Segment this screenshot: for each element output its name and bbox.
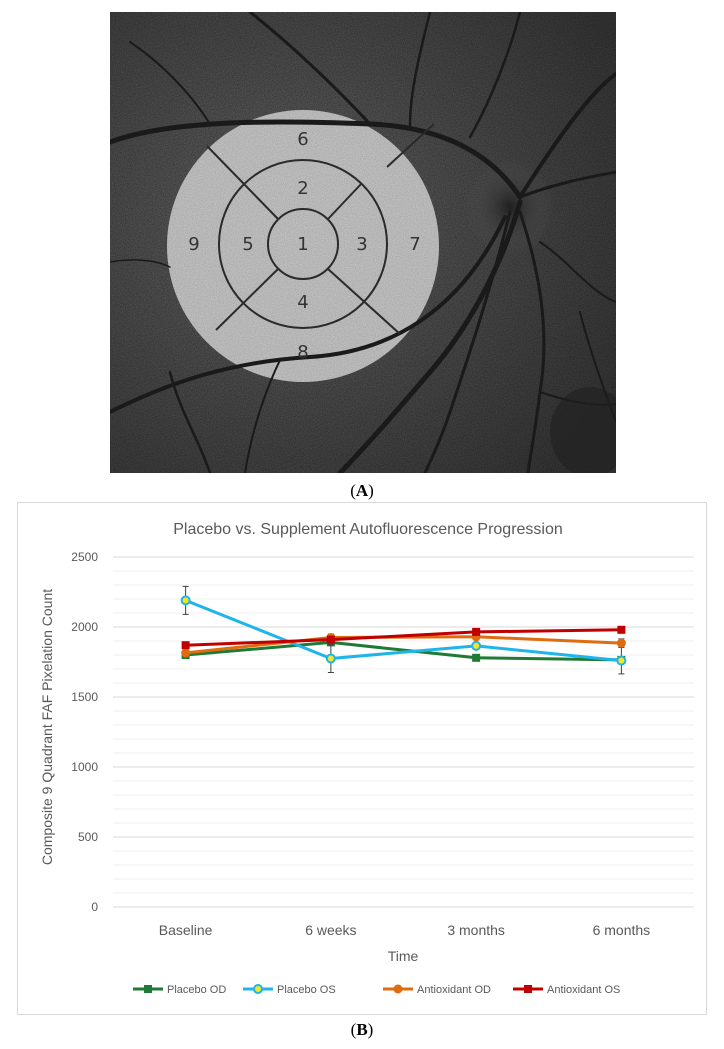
- data-point: [327, 636, 335, 644]
- zone-label-2: 2: [297, 178, 309, 199]
- y-tick-label: 1000: [71, 760, 98, 774]
- x-tick-label: 6 weeks: [305, 922, 357, 938]
- legend-swatch-marker: [394, 985, 403, 994]
- legend-swatch-marker: [524, 985, 532, 993]
- caption-a-letter: A: [355, 481, 369, 500]
- data-point: [472, 642, 480, 650]
- y-tick-label: 0: [91, 900, 98, 914]
- chart-container: [17, 502, 707, 1015]
- data-point: [617, 639, 626, 648]
- data-point: [472, 628, 480, 636]
- x-tick-label: 6 months: [592, 922, 651, 938]
- caption-b-letter: B: [356, 1020, 368, 1039]
- fundus-image: [110, 12, 616, 473]
- legend-label: Placebo OS: [277, 984, 336, 996]
- legend-label: Placebo OD: [167, 984, 227, 996]
- x-tick-label: Baseline: [158, 922, 213, 938]
- x-axis-label: Time: [387, 948, 419, 964]
- zone-label-7: 7: [409, 234, 421, 255]
- data-point: [182, 596, 190, 604]
- legend-label: Antioxidant OD: [417, 984, 491, 996]
- y-tick-label: 2500: [71, 550, 98, 564]
- x-tick-label: 3 months: [447, 922, 505, 938]
- zone-label-1: 1: [297, 234, 309, 255]
- data-point: [472, 654, 480, 662]
- data-point: [617, 657, 625, 665]
- y-tick-label: 2000: [71, 620, 98, 634]
- legend-label: Antioxidant OS: [547, 984, 621, 996]
- zone-label-9: 9: [188, 234, 200, 255]
- y-tick-label: 1500: [71, 690, 98, 704]
- line-chart: [18, 503, 706, 1014]
- y-axis-label: Composite 9 Quadrant FAF Pixelation Count: [39, 588, 55, 866]
- legend-entry: [243, 984, 336, 996]
- data-point: [327, 655, 335, 663]
- zone-label-6: 6: [297, 129, 309, 150]
- legend-swatch-marker: [144, 985, 152, 993]
- zone-label-4: 4: [297, 292, 309, 313]
- zone-label-5: 5: [242, 234, 254, 255]
- data-point: [181, 648, 190, 657]
- legend-swatch-marker: [254, 985, 262, 993]
- data-point: [182, 641, 190, 649]
- optic-disc: [465, 159, 555, 255]
- chart-title: Placebo vs. Supplement Autofluorescence Progression: [173, 521, 563, 538]
- y-tick-label: 500: [77, 830, 98, 844]
- data-point: [617, 626, 625, 634]
- caption-a: (A): [350, 481, 374, 500]
- legend-entry: [513, 984, 620, 996]
- zone-label-3: 3: [356, 234, 368, 255]
- zone-label-8: 8: [297, 342, 309, 363]
- legend-entry: [383, 984, 491, 996]
- legend-entry: [133, 984, 226, 996]
- caption-b: (B): [350, 1020, 374, 1039]
